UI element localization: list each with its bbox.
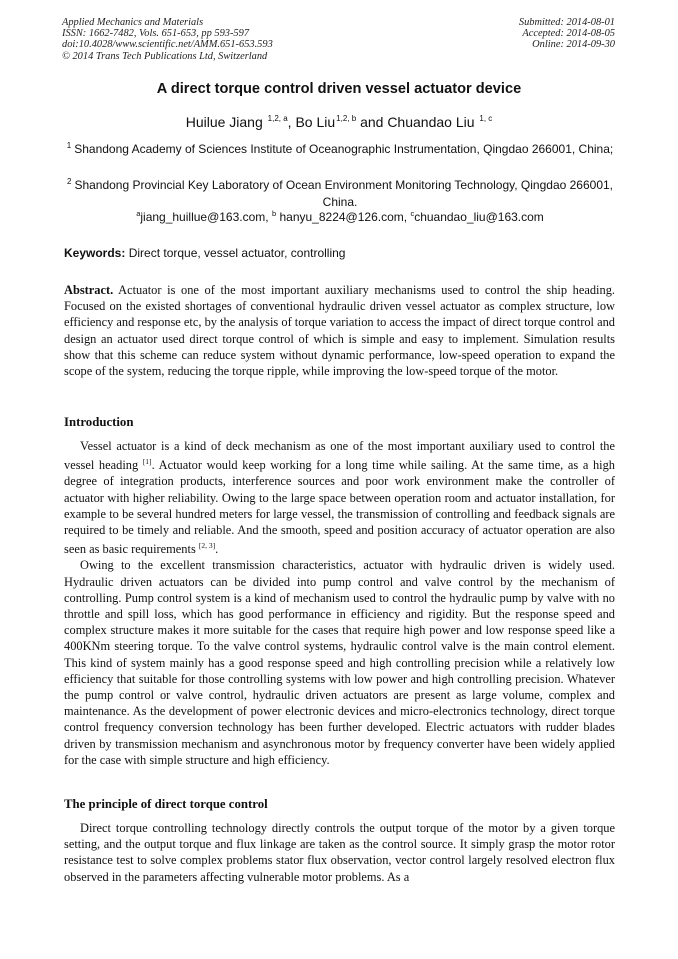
- author-separator: ,: [287, 114, 296, 130]
- journal-issn: ISSN: 1662-7482, Vols. 651-653, pp 593-597: [62, 28, 250, 40]
- email-marker: c: [410, 209, 415, 218]
- paragraph: Owing to the excellent transmission characteristics, actuator with hydraulic driven is widely used. Hydraulic driven actuators can be divided into pump control and valve control by the mechanism of controlling. Pump control system is a kind of mechanism used to control the hydraulic pump by valve with no throttle and spill loss, which has good performance in efficiency and rigidity. But the response speed and complex structure makes it more suitable for the cases that require high power and low response speed like a 400KNm steering torque. To the valve control systems, hydraulic control valve is the main control element. This kind of system mainly has a good response speed and high controlling precision while a relatively low efficiency that suitable for those controlling systems with low power and high controlling precision. Whatever the pump control or valve control, hydraulic driven actuators are present as large volume, complex and maintenance. As the development of power electronic devices and micro-electronics technology, direct torque control frequency conversion technology has been further developed. Electric actuators with rudder blades driven by transmission mechanism and asynchronous motor by frequency converter have been widely applied for the case with simple structure and high efficiency.: [64, 558, 615, 767]
- abstract-text: Actuator is one of the most important auxiliary mechanisms used to control the ship heading. Focused on the existed shortages of conventional hydraulic driven vessel actuator as complex structure, low efficiency and response etc, by the analysis of torque variation to access the impact of direct torque control and design an actuator used direct torque control of which is simple and easy to implement. Simulation results show that this scheme can reduce system without dynamic performance, low-speed operation to expand the scope of the system, reducing the torque ripple, while improving the low-speed torque of the motor.: [64, 283, 615, 379]
- online-date: Online: 2014-09-30: [532, 39, 615, 51]
- affiliation-text: Shandong Academy of Sciences Institute of Oceanographic Instrumentation, Qingdao 266001, China;: [74, 142, 614, 156]
- journal-name: Applied Mechanics and Materials: [62, 17, 204, 28]
- keywords-label: Keywords:: [64, 246, 126, 260]
- paragraph: Direct torque controlling technology directly controls the output torque of the motor by a given torque setting, and the output torque and flux linkage are taken as the control source. It simply grasp the motor rotor resistance test to solve complex problems stator flux observation, vector control largely resolved electron flux observed in the parameters affecting vulnerable motor problems. As a: [64, 821, 615, 884]
- email-address: hanyu_8224@126.com,: [279, 210, 411, 224]
- journal-doi: doi:10.4028/www.scientific.net/AMM.651-653.593: [62, 39, 273, 51]
- author-affiliation-marker: 1, c: [479, 114, 493, 123]
- email-address: chuandao_liu@163.com: [414, 210, 544, 224]
- email-marker: a: [136, 209, 141, 218]
- abstract: [64, 282, 615, 379]
- journal-copyright: © 2014 Trans Tech Publications Ltd, Switzerland: [62, 50, 268, 62]
- principle-body: [64, 820, 615, 885]
- paragraph-text: .: [215, 542, 219, 557]
- affiliation-number: 1: [66, 141, 72, 150]
- email-address: jiang_huillue@163.com,: [140, 210, 272, 224]
- paragraph-text: Vessel actuator is a kind of deck mechanism as one of the most important auxiliary used to control the vessel heading: [64, 439, 615, 473]
- keywords: [64, 246, 616, 260]
- affiliation-text: Shandong Provincial Key Laboratory of Ocean Environment Monitoring Technology, Qingdao 266001, China.: [74, 178, 614, 209]
- author-list: [0, 114, 678, 130]
- journal-header: [62, 17, 273, 62]
- author-separator: and: [360, 114, 388, 130]
- author-emails: [64, 209, 616, 224]
- paper-title: A direct torque control driven vessel actuator device: [156, 81, 522, 97]
- affiliation-2: [64, 173, 616, 211]
- dates-header: [519, 17, 615, 51]
- section-heading-introduction: Introduction: [64, 415, 134, 429]
- submitted-date: Submitted: 2014-08-01: [518, 17, 615, 28]
- abstract-label: Abstract.: [64, 283, 114, 297]
- affiliation-1: [64, 137, 616, 158]
- author-name: Huilue Jiang: [185, 114, 263, 130]
- citation: [2, 3]: [198, 541, 216, 551]
- keywords-text: Direct torque, vessel actuator, controlling: [125, 246, 346, 260]
- author-name: Chuandao Liu: [387, 114, 475, 130]
- paragraph: [64, 438, 615, 557]
- introduction-body: [64, 438, 615, 768]
- author-name: Bo Liu: [295, 114, 336, 130]
- accepted-date: Accepted: 2014-08-05: [522, 28, 615, 40]
- author-affiliation-marker: 1,2, b: [336, 114, 357, 123]
- email-marker: b: [271, 209, 277, 218]
- paragraph-text: . Actuator would keep working for a long time while sailing. At the same time, as a high degree of integration products, interference sources and poor work environment make the controller of actuator with higher reliability. Owing to the large space between operation room and actuator installation, for example to be several hundred meters for large vessel, the transmission of controlling and feedback signals are required to be timely and reliable. And the smooth, speed and position accuracy of actuator operation are also seen as basic requirements: [64, 458, 615, 557]
- affiliation-number: 2: [66, 177, 72, 186]
- section-heading-principle: The principle of direct torque control: [64, 797, 268, 811]
- citation: [1]: [142, 457, 152, 467]
- author-affiliation-marker: 1,2, a: [267, 114, 288, 123]
